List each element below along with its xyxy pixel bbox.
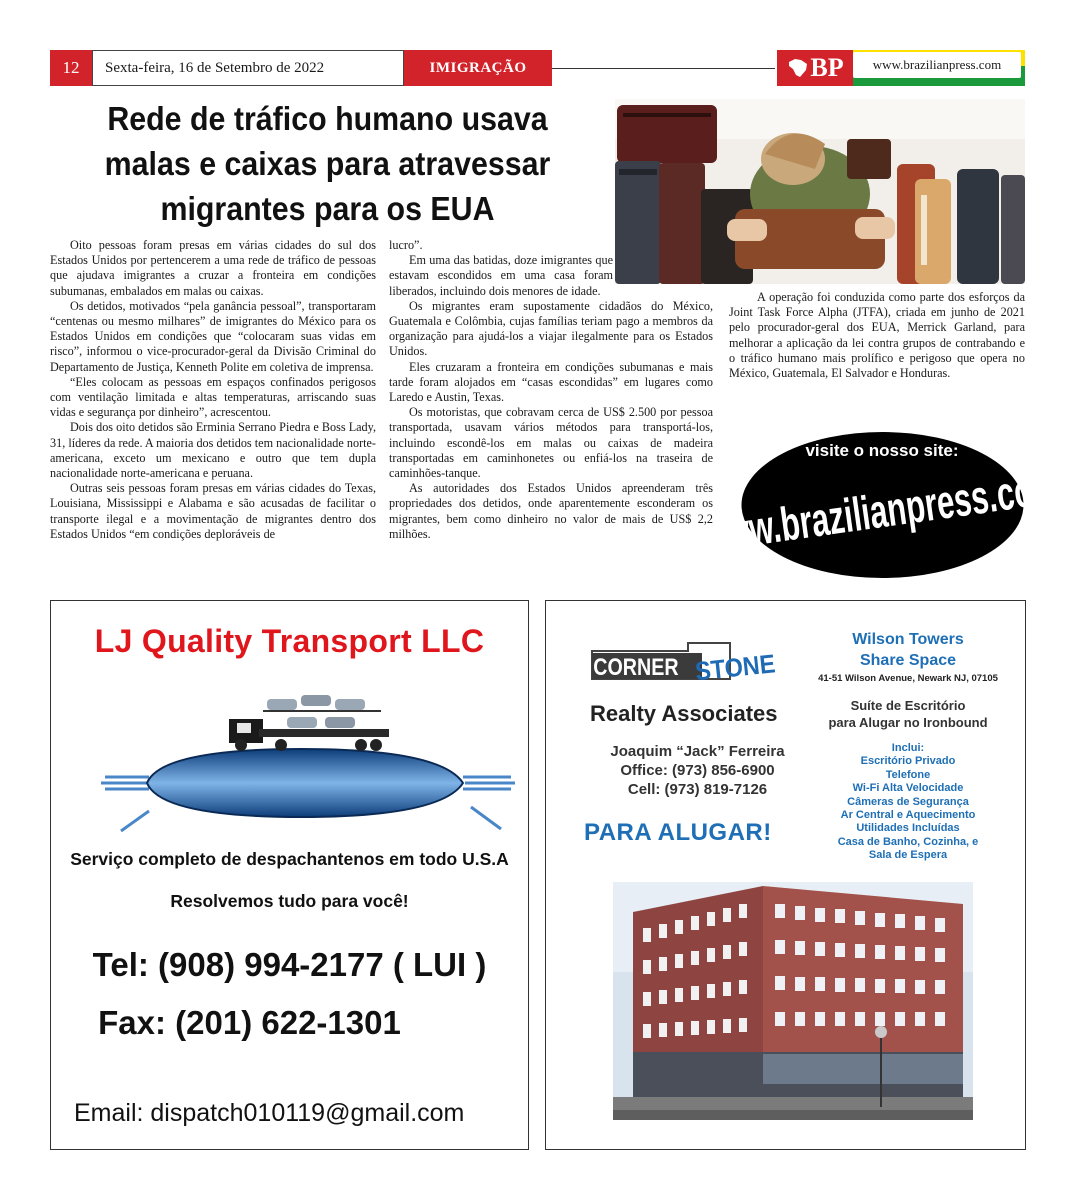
- cornerstone-logo: [590, 639, 780, 701]
- website-link[interactable]: www.brazilianpress.com: [853, 52, 1021, 78]
- ad-email[interactable]: Email: dispatch010119@gmail.com: [74, 1099, 465, 1127]
- article-column-1: [50, 238, 376, 542]
- article-paragraph: Em uma das batidas, doze imigrantes que estavam escondidos em uma casa foram liberados, incluindo dois menores de idade.: [389, 253, 613, 298]
- promo-line-2: www.brazilianpress.com: [697, 459, 1064, 563]
- article-paragraph: Os migrantes eram supostamente cidadãos do México, Guatemala e Colômbia, cujas famílias teriam pago a membros da organização para ajudá-los a viajar ilegalmente para os Estados Unidos.: [389, 298, 713, 359]
- ad-cornerstone-realty[interactable]: [545, 600, 1026, 1150]
- section-label: IMIGRAÇÃO: [404, 50, 552, 86]
- para-alugar-label: PARA ALUGAR!: [584, 819, 772, 846]
- article-paragraph: Outras seis pessoas foram presas em várias cidades do Texas, Louisiana, Mississippi e Alabama e são acusadas de facilitar o transporte ilegal e a movimentação de migrantes dentro dos Estados Unidos “em condições deploráveis de: [50, 481, 376, 541]
- realty-name: Realty Associates: [590, 701, 778, 726]
- office-phone[interactable]: Office: (973) 856-6900: [620, 762, 775, 779]
- wilson-title-line: Share Space: [859, 652, 957, 669]
- wilson-address: 41-51 Wilson Avenue, Newark NJ, 07105: [818, 673, 998, 684]
- page-header: [50, 48, 1025, 92]
- wilson-towers-title: [808, 629, 1008, 671]
- photo-wrap-space: [613, 238, 713, 294]
- article-headline: [72, 96, 583, 231]
- amenities-list: [808, 742, 1008, 863]
- logo-text: BP: [810, 53, 844, 82]
- amenities-title: Inclui:: [891, 742, 925, 754]
- amenity-item: Ar Central e Aquecimento: [840, 809, 976, 822]
- brick-building-illustration: [613, 882, 973, 1120]
- cornerstone-logo-left: CORNER: [593, 653, 679, 681]
- article-column-2: [389, 238, 713, 542]
- contact-name: Joaquim “Jack” Ferreira: [610, 743, 785, 760]
- amenity-item: Telefone: [885, 768, 931, 781]
- article-paragraph: A operação foi conduzida como parte dos esforços da Joint Task Force Alpha (JTFA), criada em junho de 2021 pelo procurador-geral dos EUA, Merrick Garland, para melhorar a aplicação da lei contra grupos de contrabando e o tráfico humano mais prolífico e perigoso que opera no México, Guatemala, El Salvador e Honduras.: [729, 290, 1025, 381]
- promo-oval-graphic: [697, 430, 1064, 580]
- ad-fax: Fax: (201) 622-1301: [98, 1004, 401, 1041]
- suite-line: Suíte de Escritório: [850, 698, 966, 713]
- article-paragraph: As autoridades dos Estados Unidos apreenderam três propriedades dos detidos, onde aparentemente esconderam os migrantes, bem como dinheiro no valor de mais de US$ 2,2 milhões.: [389, 481, 713, 541]
- header-rule: [552, 68, 775, 69]
- ad-tagline: Resolvemos tudo para você!: [170, 891, 409, 911]
- article-paragraph: Dois dos oito detidos são Erminia Serrano Piedra e Boss Lady, 31, líderes da rede. A maioria dos detidos tem nacionalidade norte-americana, exceto um mexicano e outro que tem dupla nacionalidade norte-americana e peruana.: [50, 420, 376, 481]
- page-number: 12: [50, 50, 92, 86]
- amenity-item: Casa de Banho, Cozinha, e: [837, 835, 979, 848]
- headline-line: migrantes para os EUA: [160, 190, 495, 227]
- ad-lj-quality-transport[interactable]: [50, 600, 529, 1150]
- ad-service-text: Serviço completo de despachantenos em todo U.S.A: [70, 849, 509, 869]
- article-paragraph: Eles cruzaram a fronteira em condições subumanas e mais tarde foram alojados em “casas escondidas” em lugares como Laredo e Austin, Texas.: [389, 359, 713, 405]
- ad-company-name: LJ Quality Transport LLC: [94, 623, 485, 659]
- article-paragraph: Oito pessoas foram presas em várias cidades do sul dos Estados Unidos por pertencerem a uma rede de tráfico de pessoas que ajudava imigrantes a cruzar a fronteira em condições subumanas, embalados em malas ou caixas.: [50, 238, 376, 298]
- article-paragraph: Os detidos, motivados “pela ganância pessoal”, transportaram “centenas ou mesmo milhares” de imigrantes do México para os Estados Unidos em condições que “colocaram suas vidas em risco”, informou o vice-procurador-geral da Divisão Criminal do Departamento de Justiça, Kenneth Polite em coletiva de imprensa.: [50, 298, 376, 374]
- brazilian-press-logo: [777, 50, 853, 86]
- headline-line: malas e caixas para atravessar: [104, 145, 551, 182]
- suite-line: para Alugar no Ironbound: [828, 715, 988, 730]
- article-paragraph: Os motoristas, que cobravam cerca de US$ 2.500 por pessoa transportada, usavam vários métodos para transportá-los, incluindo escondê-los em malas ou caixas de madeira transportadas em caminhonetes ou enfiá-los na traseira de caminhões-tanque.: [389, 405, 713, 481]
- wilson-title-line: Wilson Towers: [852, 631, 964, 648]
- cornerstone-logo-right: STONE: [693, 650, 777, 687]
- brazil-map-icon: [786, 56, 810, 80]
- cell-phone[interactable]: Cell: (973) 819-7126: [627, 781, 768, 798]
- car-carrier-truck-icon: [91, 691, 531, 841]
- article-paragraph: “Eles colocam as pessoas em espaços confinados perigosos com ventilação limitada e altas temperaturas, arriscando suas vidas e segurança por dinheiro”, acrescentou.: [50, 374, 376, 420]
- issue-date: Sexta-feira, 16 de Setembro de 2022: [92, 50, 404, 86]
- building-photo: [613, 882, 973, 1120]
- website-promo-oval[interactable]: [697, 430, 1064, 580]
- amenity-item: Câmeras de Segurança: [847, 795, 969, 808]
- suite-description: [808, 697, 1008, 731]
- article-continuation: lucro”.: [389, 238, 423, 252]
- headline-line: Rede de tráfico humano usava: [107, 100, 548, 137]
- article-column-3: [729, 290, 1025, 381]
- amenity-item: Utilidades Incluídas: [856, 822, 960, 835]
- promo-line-1: visite o nosso site:: [805, 441, 959, 460]
- amenity-item: Sala de Espera: [868, 849, 948, 862]
- amenity-item: Escritório Privado: [860, 755, 956, 768]
- ad-phone[interactable]: Tel: (908) 994-2177 ( LUI ): [92, 946, 487, 983]
- amenity-item: Wi-Fi Alta Velocidade: [852, 782, 964, 795]
